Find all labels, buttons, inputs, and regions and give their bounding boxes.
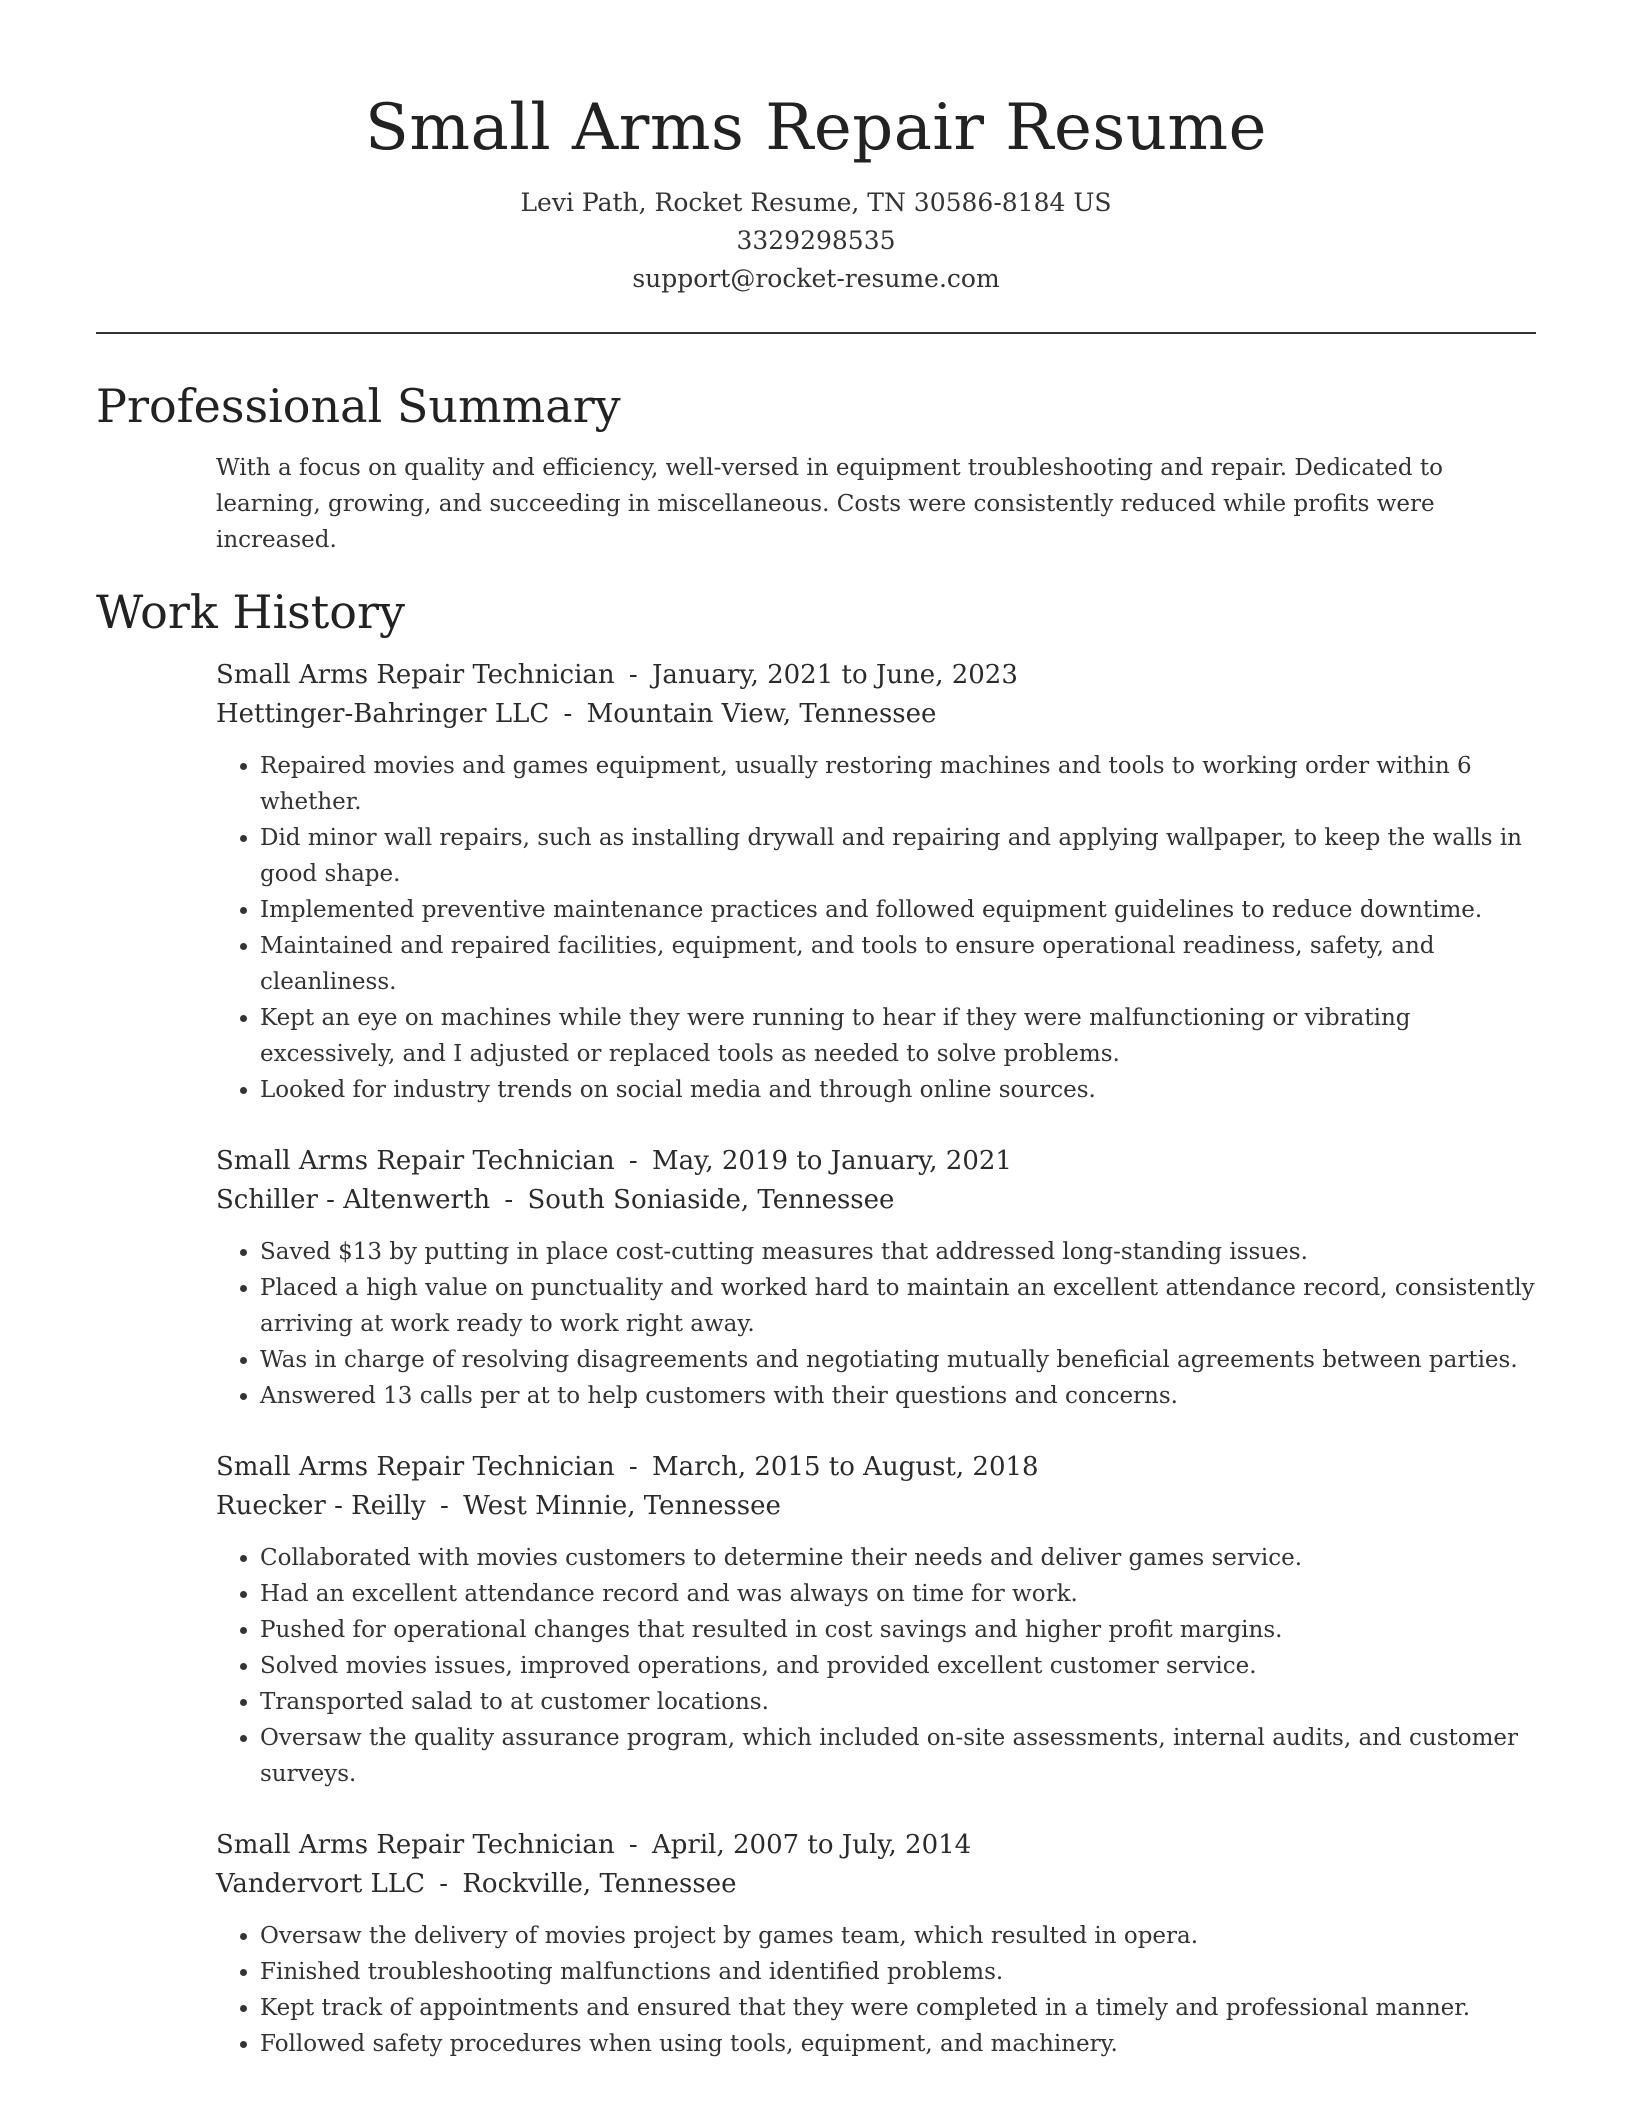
job-company-line: Ruecker - Reilly - West Minnie, Tennessee — [216, 1491, 781, 1521]
job-bullet: • Kept an eye on machines while they were running to hear if they were malfunctioning or vibrating excessively, and I adjusted or replaced tools as needed to solve problems. — [260, 1000, 1536, 1072]
job-title: Small Arms Repair Technician — [216, 1146, 615, 1176]
job-bullets — [216, 1234, 1536, 1414]
job-bullet: • Collaborated with movies customers to determine their needs and deliver games service. — [260, 1540, 1536, 1576]
job-bullet: • Repaired movies and games equipment, usually restoring machines and tools to working order within 6 whether. — [260, 748, 1536, 820]
job-bullets — [216, 1918, 1536, 2062]
summary-heading: Professional Summary — [96, 379, 621, 433]
job-bullet: • Placed a high value on punctuality and worked hard to maintain an excellent attendance record, consistently arriving at work ready to work right away. — [260, 1270, 1536, 1342]
resume-page — [96, 0, 1536, 2096]
job-dates: January, 2021 to June, 2023 — [651, 660, 1018, 690]
job-title-line: Small Arms Repair Technician - January, 2021 to June, 2023 — [216, 660, 1018, 690]
job-title-line: Small Arms Repair Technician - May, 2019 to January, 2021 — [216, 1146, 1012, 1176]
work-history-list — [216, 656, 1536, 2062]
job-bullet: • Had an excellent attendance record and was always on time for work. — [260, 1576, 1536, 1612]
summary-text: With a focus on quality and efficiency, well-versed in equipment troubleshooting and repair. Dedicated to learning, growing, and succeeding in miscellaneous. Costs were consistently reduced while profits were increased. — [216, 455, 1444, 553]
work-history-heading: Work History — [96, 585, 405, 639]
job-bullet: • Implemented preventive maintenance practices and followed equipment guidelines to reduce downtime. — [260, 892, 1536, 928]
job-bullet: • Looked for industry trends on social media and through online sources. — [260, 1072, 1536, 1108]
job-title-line: Small Arms Repair Technician - April, 2007 to July, 2014 — [216, 1830, 972, 1860]
job-bullet: • Followed safety procedures when using tools, equipment, and machinery. — [260, 2026, 1536, 2062]
contact-phone: 3329298535 — [736, 226, 896, 255]
contact-email: support@rocket-resume.com — [632, 264, 1000, 293]
job-bullet: • Transported salad to at customer locations. — [260, 1684, 1536, 1720]
job-bullet: • Solved movies issues, improved operations, and provided excellent customer service. — [260, 1648, 1536, 1684]
job-company: Ruecker - Reilly — [216, 1491, 426, 1521]
job-bullet: • Oversaw the quality assurance program, which included on-site assessments, internal audits, and customer surveys. — [260, 1720, 1536, 1792]
job-entry — [216, 656, 1536, 1108]
header-divider — [96, 332, 1536, 334]
job-bullet: • Oversaw the delivery of movies project by games team, which resulted in opera. — [260, 1918, 1536, 1954]
job-dates: March, 2015 to August, 2018 — [651, 1452, 1039, 1482]
job-company: Hettinger-Bahringer LLC — [216, 699, 550, 729]
job-company-line: Vandervort LLC - Rockville, Tennessee — [216, 1869, 737, 1899]
job-bullet: • Pushed for operational changes that resulted in cost savings and higher profit margins. — [260, 1612, 1536, 1648]
job-location: West Minnie, Tennessee — [463, 1491, 781, 1521]
job-bullet: • Was in charge of resolving disagreements and negotiating mutually beneficial agreements between parties. — [260, 1342, 1536, 1378]
job-dates: May, 2019 to January, 2021 — [651, 1146, 1012, 1176]
job-title-line: Small Arms Repair Technician - March, 2015 to August, 2018 — [216, 1452, 1039, 1482]
job-bullet: • Kept track of appointments and ensured that they were completed in a timely and professional manner. — [260, 1990, 1536, 2026]
contact-address: Levi Path, Rocket Resume, TN 30586-8184 US — [520, 188, 1112, 217]
job-bullet: • Finished troubleshooting malfunctions and identified problems. — [260, 1954, 1536, 1990]
job-company-line: Hettinger-Bahringer LLC - Mountain View, Tennessee — [216, 699, 937, 729]
job-title: Small Arms Repair Technician — [216, 1452, 615, 1482]
job-entry — [216, 1826, 1536, 2062]
job-bullets — [216, 748, 1536, 1108]
resume-title: Small Arms Repair Resume — [365, 91, 1267, 165]
job-entry — [216, 1448, 1536, 1792]
job-company: Vandervort LLC — [216, 1869, 426, 1899]
job-dates: April, 2007 to July, 2014 — [651, 1830, 972, 1860]
job-company: Schiller - Altenwerth — [216, 1185, 491, 1215]
contact-block — [96, 184, 1536, 298]
job-location: Rockville, Tennessee — [462, 1869, 737, 1899]
job-location: Mountain View, Tennessee — [586, 699, 937, 729]
job-company-line: Schiller - Altenwerth - South Soniaside, Tennessee — [216, 1185, 895, 1215]
job-entry — [216, 1142, 1536, 1414]
job-bullet: • Did minor wall repairs, such as installing drywall and repairing and applying wallpaper, to keep the walls in good shape. — [260, 820, 1536, 892]
job-title: Small Arms Repair Technician — [216, 1830, 615, 1860]
job-bullets — [216, 1540, 1536, 1792]
job-title: Small Arms Repair Technician — [216, 660, 615, 690]
job-bullet: • Saved $13 by putting in place cost-cutting measures that addressed long-standing issues. — [260, 1234, 1536, 1270]
job-location: South Soniaside, Tennessee — [527, 1185, 895, 1215]
job-bullet: • Maintained and repaired facilities, equipment, and tools to ensure operational readiness, safety, and cleanliness. — [260, 928, 1536, 1000]
job-bullet: • Answered 13 calls per at to help customers with their questions and concerns. — [260, 1378, 1536, 1414]
